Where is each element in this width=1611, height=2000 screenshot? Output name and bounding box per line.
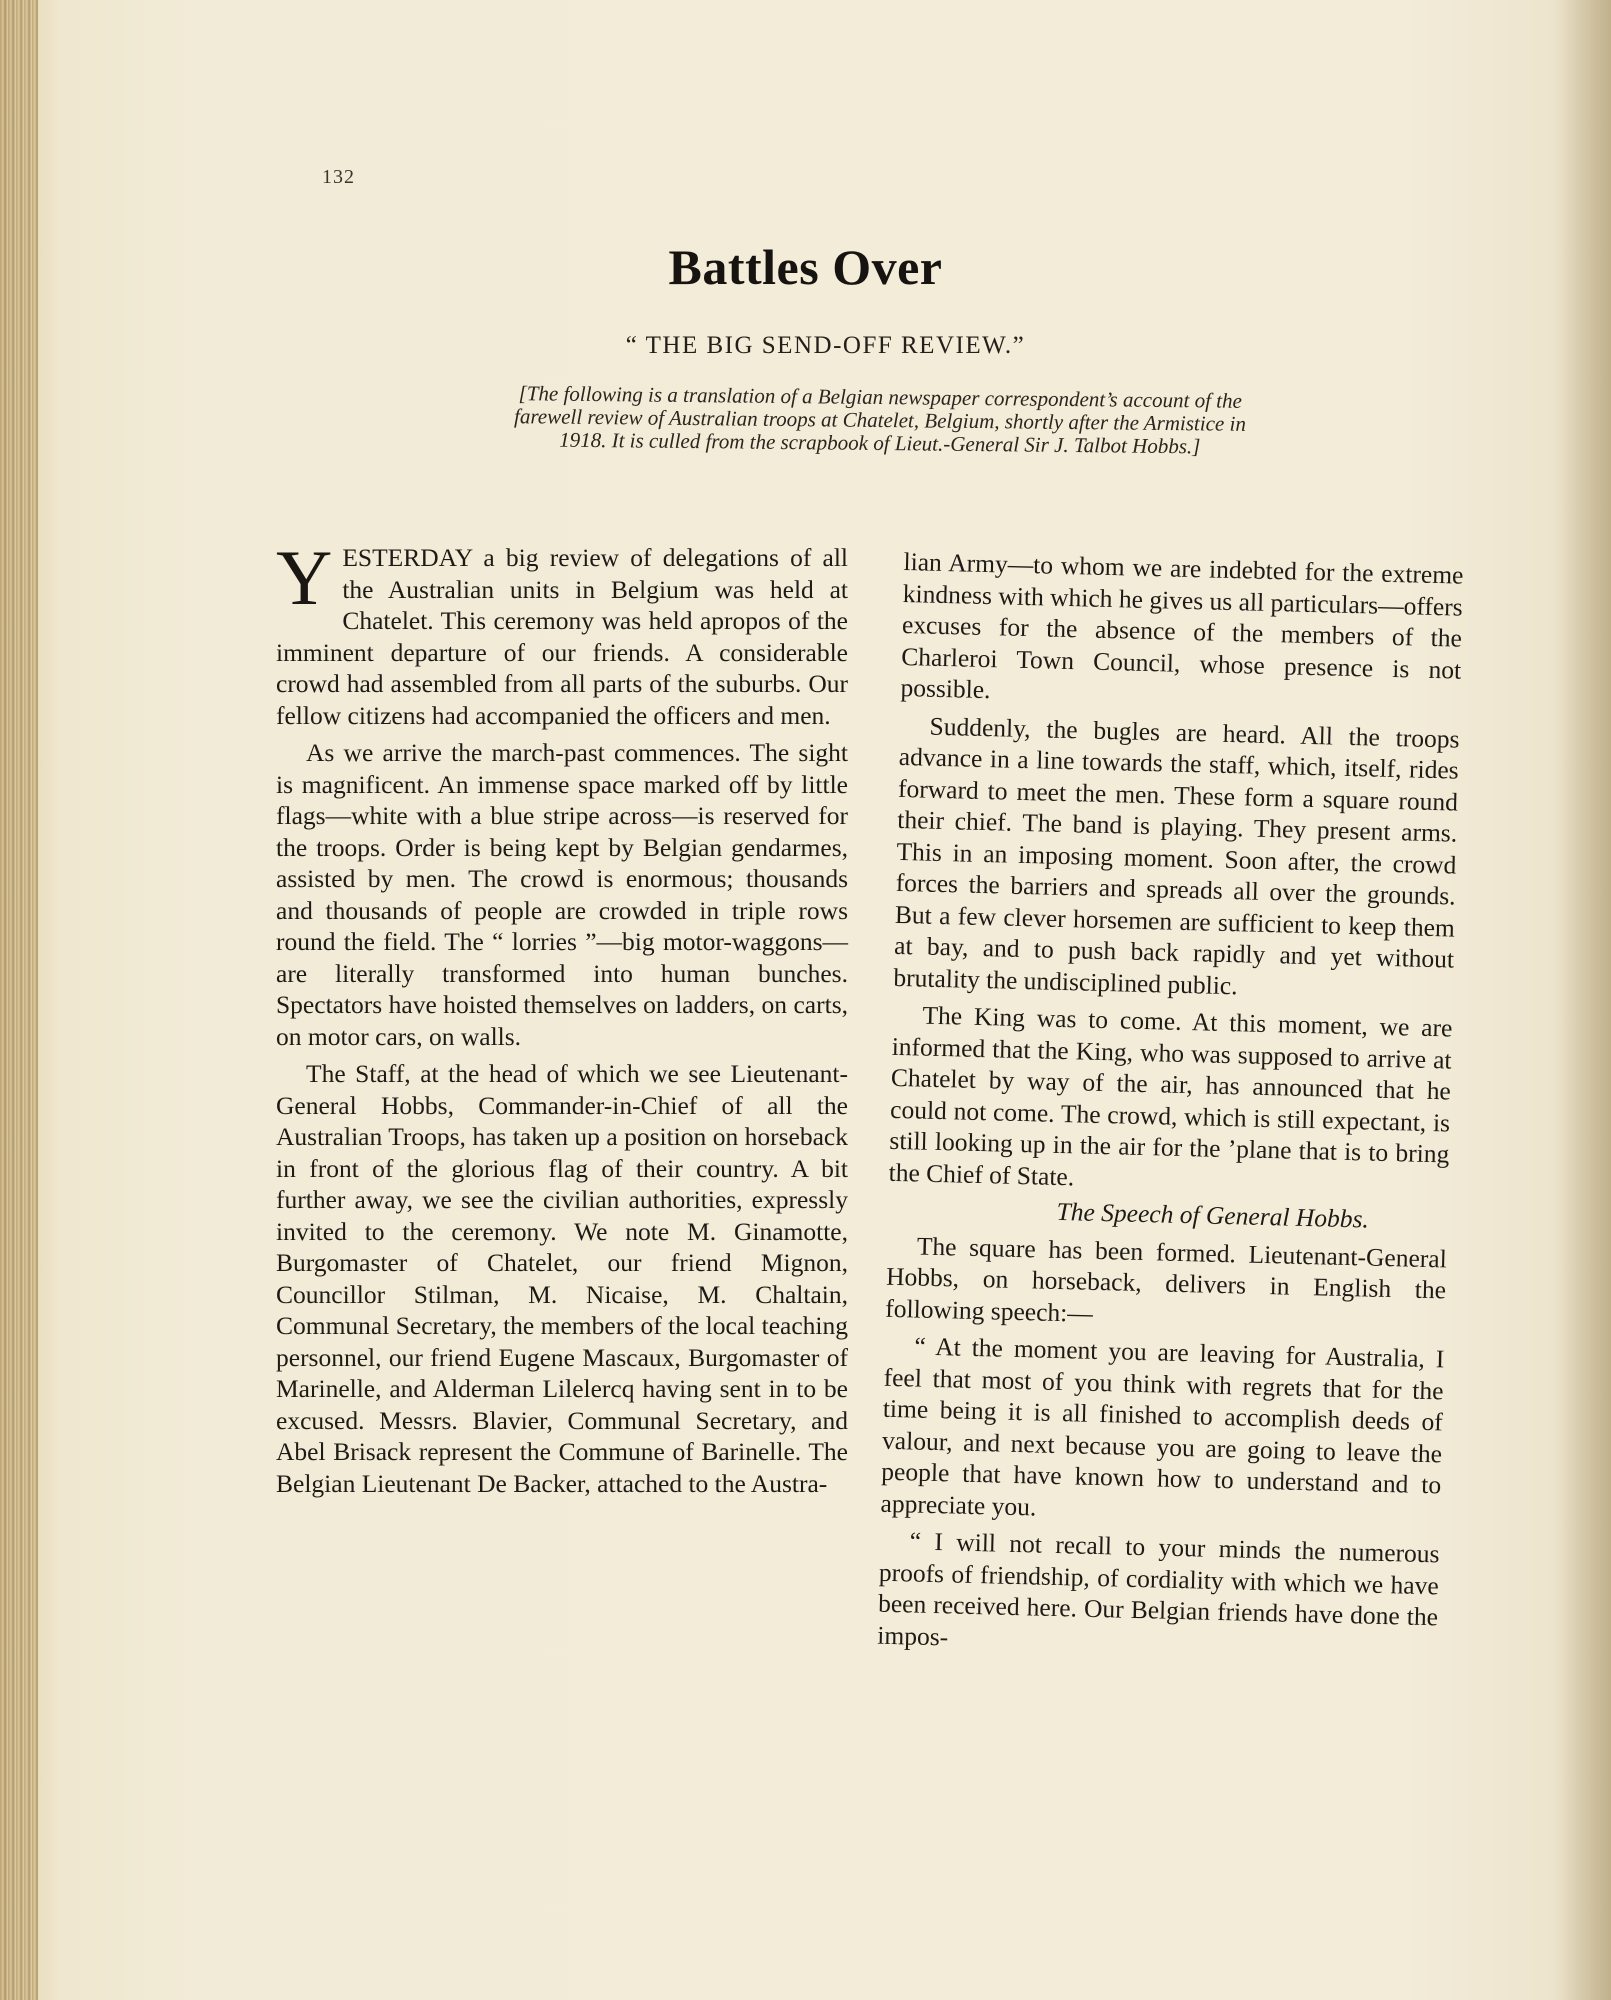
page-edge-shadow	[1551, 0, 1611, 2000]
paragraph: The King was to come. At this moment, we are informed that the King, who was supposed to arrive at Chatelet by way of the air, has announced that he could not come. The crowd, which is still expectant, is still looking up in the air for the ’plane that is to bring the Chief of State.	[888, 1000, 1453, 1191]
paragraph-text: ESTERDAY a big review of delegations of all the Australian units in Belgium was held at Chatelet. This ceremony was held apropos of the imminent departure of our friends. A considerable crowd had assembled from all parts of the suburbs. Our fellow citizens had accompanied the officers and men.	[276, 543, 848, 730]
page-number: 132	[322, 166, 355, 188]
article-title: Battles Over	[668, 239, 943, 295]
paragraph: As we arrive the march-past commences. The sight is magnificent. An immense space marked off by little flags—white with a blue stripe across—is reserved for the troops. Order is being kept by Belgian gendarmes, assisted by men. The crowd is enormous; thousands and thousands of people are crowded in triple rows round the field. The “ lorries ”—big motor-waggons—are literally transformed into human bunches. Spectators have hoisted themselves on ladders, on carts, on motor cars, on walls.	[276, 738, 848, 1051]
paragraph: Suddenly, the bugles are heard. All the troops advance in a line towards the staff, which, itself, rides forward to meet the men. These form a square round their chief. The band is playing. They present arms. This in an imposing moment. Soon after, the crowd forces the barriers and spreads all over the grounds. But a few clever horsemen are sufficient to keep them at bay, and to push back rapidly and yet without brutality the undisciplined public.	[893, 711, 1460, 1000]
paragraph: The square has been formed. Lieutenant-General Hobbs, on horseback, delivers in English the following speech:—	[885, 1231, 1448, 1328]
article-subtitle: “ THE BIG SEND-OFF REVIEW.”	[625, 332, 1026, 359]
right-column	[877, 546, 1464, 1664]
drop-cap: Y	[276, 534, 333, 621]
paragraph: “ At the moment you are leaving for Australia, I feel that most of you think with regrets that for the time being it is all finished to accomplish deeds of valour, and next because you are going to leave the people that have known how to understand and to appreciate you.	[880, 1331, 1445, 1522]
paragraph: The Staff, at the head of which we see Lieutenant-General Hobbs, Commander-in-Chief of all the Australian Troops, has taken up a position on horseback in front of the glorious flag of their country. A bit further away, we see the civilian authorities, expressly invited to the ceremony. We note M. Ginamotte, Burgomaster of Chatelet, our friend Mignon, Councillor Stilman, M. Nicaise, M. Chaltain, Communal Secretary, the members of the local teaching personnel, our friend Eugene Mascaux, Burgomaster of Marinelle, and Alderman Lilelercq having sent in to be excused. Messrs. Blavier, Communal Secretary, and Abel Brisack represent the Commune of Barinelle. The Belgian Lieutenant De Backer, attached to the Austra-	[276, 1059, 848, 1498]
section-heading: The Speech of General Hobbs.	[1056, 1196, 1370, 1234]
editorial-note: [The following is a translation of a Belgian newspaper correspondent’s account of the farewell review of Australian troops at Chatelet, Belgium, shortly after the Armistice in 1918. It is culled from the scrapbook of Lieut.-General Sir J. Talbot Hobbs.]	[513, 381, 1247, 459]
paragraph-opening	[276, 534, 848, 731]
left-column	[276, 534, 848, 1499]
paragraph-continued: lian Army—to whom we are indebted for the extreme kindness with which he gives us all particulars—offers excuses for the absence of the members of the Charleroi Town Council, whose presence is not possible.	[900, 546, 1464, 705]
paragraph: “ I will not recall to your minds the numerous proofs of friendship, of cordiality with which we have been received here. Our Belgian friends have done the impos-	[877, 1526, 1440, 1651]
book-binding-edge	[0, 0, 38, 2000]
